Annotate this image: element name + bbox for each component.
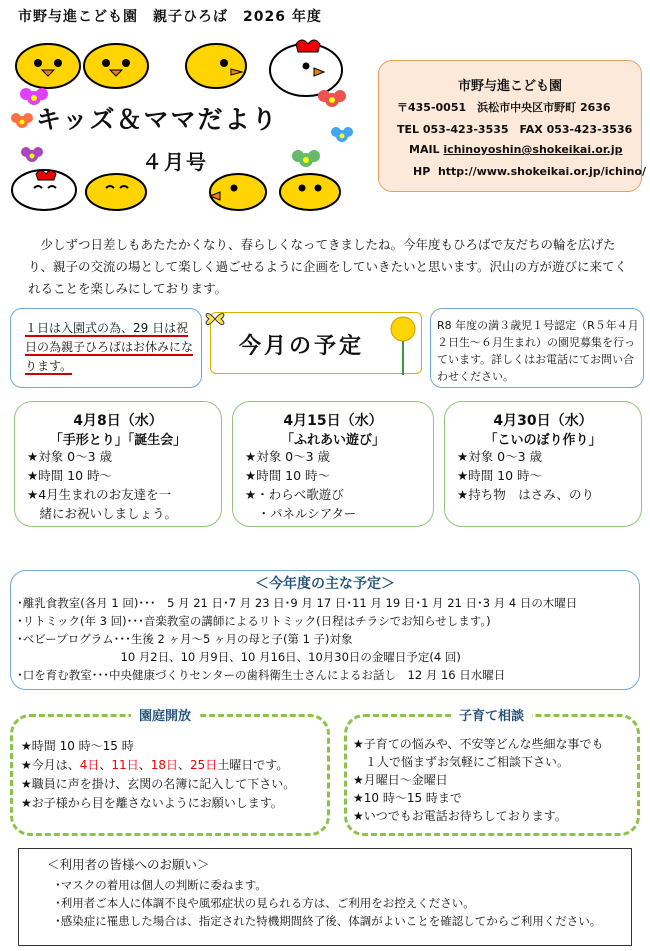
event-detail: ★時間 10 時～ — [457, 468, 543, 483]
event-name: 「こいのぼり作り」 — [484, 433, 602, 448]
consultation-title: 子育て相談 — [451, 705, 532, 724]
enrollment-notice — [430, 308, 644, 388]
chick-icon — [16, 44, 80, 88]
website-link[interactable]: http://www.shokeikai.or.jp/ichino/ — [437, 165, 646, 178]
flower-icon — [318, 90, 346, 107]
schedule-heading — [210, 312, 422, 374]
date-highlight: 25日 — [190, 758, 218, 772]
event-details — [457, 447, 594, 504]
event-date: 4月15日（水） — [283, 413, 383, 429]
chick-icon — [186, 44, 246, 88]
event-detail: ★持ち物 はさみ、のり — [457, 487, 594, 502]
date-highlight: 18日 — [150, 758, 178, 772]
consultation-line: ★月曜日～金曜日 — [353, 773, 448, 787]
notice-line: ･マスクの着用は個人の判断に委ねます。 — [55, 878, 267, 892]
organization-card — [378, 60, 646, 192]
event-detail: 緒にお祝いしましょう。 — [27, 506, 178, 521]
event-date: 4月8日（水） — [73, 413, 163, 429]
event-date: 4月30日（水） — [493, 413, 593, 429]
garden-open-title: 園庭開放 — [131, 705, 199, 724]
consultation-line: ★いつでもお電話お待ちしております。 — [353, 809, 567, 823]
header-line: 市野与進こども園 親子ひろば 2026 年度 — [18, 9, 322, 25]
event-details — [245, 447, 356, 523]
garden-hours: ★時間 10 時～15 時 — [21, 739, 134, 753]
event-detail: ★対象 0～3 歳 — [245, 449, 331, 464]
dandelion-icon — [383, 315, 423, 377]
garden-open-box — [10, 709, 330, 836]
hen-icon — [12, 170, 76, 210]
hen-icon — [270, 40, 342, 96]
event-detail: ★時間 10 時～ — [27, 468, 113, 483]
event-detail: ・パネルシアター — [245, 506, 357, 521]
event-card-apr30 — [444, 401, 642, 527]
org-phone: TEL 053-423-3535 FAX 053-423-3536 — [397, 123, 633, 136]
event-detail: ★対象 0～3 歳 — [457, 449, 543, 464]
mail-label: MAIL — [409, 143, 440, 156]
hp-label: HP — [413, 165, 431, 178]
event-detail: ★4月生まれのお友達を一 — [27, 487, 172, 502]
org-name: 市野与進こども園 — [457, 79, 562, 94]
schedule-title: 今月の予定 — [239, 334, 365, 359]
flower-icon — [11, 113, 33, 128]
flower-icon — [331, 127, 353, 142]
event-detail: ★・わらべ歌遊び — [245, 487, 344, 502]
holiday-notice — [10, 308, 202, 388]
intro-paragraph: 少しずつ日差しもあたたかくなり、春らしくなってきましたね。今年度もひろばで友だちの輪を広げたり、親子の交流の場として楽しく過ごせるように企画をしていきたいと思います。沢山の方が遊びに来てくれることを楽しみにしております。 — [28, 237, 628, 296]
notice-line: ･利用者ご本人に体調不良や風邪症状の見られる方は、ご利用をお控えください。 — [55, 896, 475, 910]
consultation-line: ★子育ての悩みや、不安等どんな些細な事でも — [353, 737, 604, 751]
notice-title: ＜利用者の皆様へのお願い＞ — [47, 857, 210, 872]
consultation-line: ★10 時～15 時まで — [353, 791, 462, 805]
event-detail: ★対象 0～3 歳 — [27, 449, 113, 464]
event-card-apr15 — [232, 401, 434, 527]
garden-dates: ★今月は、4日、11日、18日、25日土曜日です。 — [21, 758, 289, 772]
event-details — [27, 447, 177, 523]
notice-line: ･感染症に罹患した場合は、指定された特機期間終了後、体調がよいことを確認してからご利用ください。 — [55, 914, 602, 928]
chick-icon — [86, 174, 146, 210]
yearly-item: 10 月2日、10 月9日、10 月16日、10月30日の金曜日予定(4 回) — [17, 650, 461, 664]
mail-link[interactable]: ichinoyoshin@shokeikai.or.jp — [443, 143, 623, 156]
date-highlight: 4日 — [79, 758, 100, 772]
yearly-item: ･離乳食教室(各月 1 回)･･･ 5 月 21 日･7 月 23 日･9 月 17 日･11 月 19 日･1 月 21 日･3 月 4 日の木曜日 — [17, 596, 578, 610]
newsletter-title: キッズ＆ママだより — [36, 105, 279, 134]
yearly-schedule-title: ＜今年度の主な予定＞ — [255, 576, 395, 592]
flower-icon — [21, 147, 43, 162]
event-name: 「ふれあい遊び」 — [280, 433, 385, 448]
event-card-apr8 — [14, 401, 222, 527]
butterfly-icon — [203, 307, 227, 331]
yearly-item: ･口を育む教室･･･中央健康づくりセンターの歯科衛生士さんによるお話し 12 月 16 日水曜日 — [17, 668, 506, 682]
enrollment-notice-text: R8 年度の満３歳児１号認定（R５年４月２日生～６月生まれ）の園児募集を行っています。詳しくはお電話にてお問い合わせください。 — [437, 319, 639, 383]
user-notice — [18, 848, 632, 946]
event-detail: ★時間 10 時～ — [245, 468, 331, 483]
date-highlight: 11日 — [111, 758, 139, 772]
org-address: 〒435-0051 浜松市中央区市野町 2636 — [397, 101, 611, 114]
consultation-box — [344, 709, 640, 836]
chick-icon — [280, 174, 340, 210]
yearly-item: ･ベビープログラム･･･生後 2 ヶ月～5 ヶ月の母と子(第 1 子)対象 — [17, 632, 353, 646]
chick-icon — [210, 174, 266, 210]
chick-icon — [84, 44, 148, 88]
garden-rule: ★職員に声を掛け、玄関の名簿に記入して下さい。 — [21, 777, 296, 791]
issue-label: ４月号 — [142, 150, 208, 174]
holiday-notice-text: １日は入園式の為、29 日は祝日の為親子ひろばはお休みになります。 — [25, 321, 194, 373]
yearly-schedule — [10, 570, 640, 690]
consultation-line: １人で悩まずお気軽にご相談下さい。 — [353, 755, 570, 769]
garden-rule: ★お子様から目を離さないようにお願いします。 — [21, 796, 283, 810]
org-website — [413, 165, 646, 178]
flower-icon — [292, 150, 320, 167]
org-mail — [409, 143, 623, 156]
event-name: 「手形とり」「誕生会」 — [49, 433, 187, 448]
yearly-item: ･リトミック(年 3 回)･･･音楽教室の講師によるリトミック(日程はチラシでお知らせします。) — [17, 614, 491, 628]
